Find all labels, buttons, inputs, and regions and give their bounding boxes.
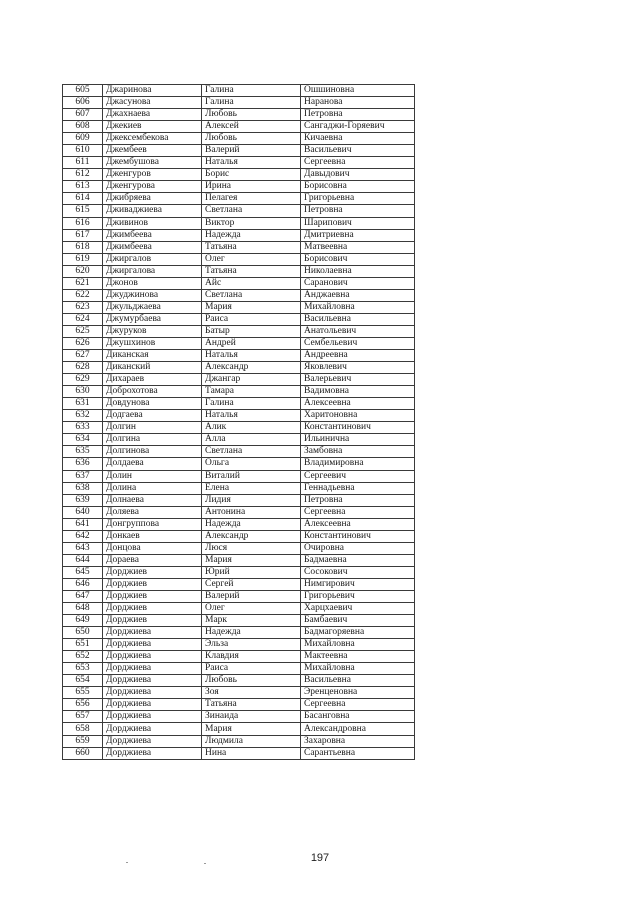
surname-cell: Джаринова: [103, 85, 202, 97]
surname-cell: Джахнаева: [103, 109, 202, 121]
row-number-cell: 657: [63, 711, 103, 723]
table-row: [63, 422, 415, 434]
surname-cell: Дорджиев: [103, 566, 202, 578]
table-row: [63, 157, 415, 169]
scan-speck: [204, 863, 206, 864]
surname-cell: Джуруков: [103, 325, 202, 337]
row-number-cell: 614: [63, 193, 103, 205]
table-row: [63, 193, 415, 205]
table-row: [63, 735, 415, 747]
patronymic-cell: Харцхаевич: [301, 603, 415, 615]
patronymic-cell: Сергеевна: [301, 699, 415, 711]
row-number-cell: 621: [63, 277, 103, 289]
surname-cell: Долнаева: [103, 494, 202, 506]
patronymic-cell: Анатольевич: [301, 325, 415, 337]
page-number: 197: [310, 852, 330, 864]
patronymic-cell: Константинович: [301, 422, 415, 434]
first-name-cell: Надежда: [202, 229, 301, 241]
table-row: [63, 554, 415, 566]
surname-cell: Дорджиев: [103, 578, 202, 590]
patronymic-cell: Бамбаевич: [301, 615, 415, 627]
table-row: [63, 301, 415, 313]
patronymic-cell: Васильевна: [301, 675, 415, 687]
surname-cell: Дорджиева: [103, 675, 202, 687]
row-number-cell: 625: [63, 325, 103, 337]
row-number-cell: 611: [63, 157, 103, 169]
row-number-cell: 626: [63, 337, 103, 349]
table-row: [63, 747, 415, 759]
table-row: [63, 578, 415, 590]
table-row: [63, 566, 415, 578]
row-number-cell: 633: [63, 422, 103, 434]
table-row: [63, 434, 415, 446]
surname-cell: Джушхинов: [103, 337, 202, 349]
row-number-cell: 642: [63, 530, 103, 542]
first-name-cell: Галина: [202, 97, 301, 109]
surname-cell: Донгруппова: [103, 518, 202, 530]
table-row: [63, 711, 415, 723]
row-number-cell: 646: [63, 578, 103, 590]
first-name-cell: Лидия: [202, 494, 301, 506]
row-number-cell: 620: [63, 265, 103, 277]
surname-cell: Джиргалов: [103, 253, 202, 265]
row-number-cell: 656: [63, 699, 103, 711]
row-number-cell: 634: [63, 434, 103, 446]
patronymic-cell: Сергеевна: [301, 157, 415, 169]
row-number-cell: 622: [63, 289, 103, 301]
first-name-cell: Батыр: [202, 325, 301, 337]
patronymic-cell: Вадимовна: [301, 386, 415, 398]
patronymic-cell: Кичаевна: [301, 133, 415, 145]
table-row: [63, 374, 415, 386]
names-table-body: [63, 85, 415, 760]
row-number-cell: 654: [63, 675, 103, 687]
first-name-cell: Елена: [202, 482, 301, 494]
row-number-cell: 616: [63, 217, 103, 229]
table-row: [63, 289, 415, 301]
surname-cell: Джонов: [103, 277, 202, 289]
patronymic-cell: Алексеевна: [301, 398, 415, 410]
row-number-cell: 649: [63, 615, 103, 627]
row-number-cell: 627: [63, 350, 103, 362]
patronymic-cell: Сангаджи-Горяевич: [301, 121, 415, 133]
row-number-cell: 636: [63, 458, 103, 470]
patronymic-cell: Сергеевна: [301, 506, 415, 518]
patronymic-cell: Сембельевич: [301, 337, 415, 349]
first-name-cell: Антонина: [202, 506, 301, 518]
first-name-cell: Наталья: [202, 410, 301, 422]
row-number-cell: 609: [63, 133, 103, 145]
table-row: [63, 542, 415, 554]
first-name-cell: Надежда: [202, 518, 301, 530]
first-name-cell: Любовь: [202, 675, 301, 687]
row-number-cell: 637: [63, 470, 103, 482]
row-number-cell: 630: [63, 386, 103, 398]
patronymic-cell: Анджаевна: [301, 289, 415, 301]
row-number-cell: 648: [63, 603, 103, 615]
first-name-cell: Наталья: [202, 157, 301, 169]
patronymic-cell: Васильевич: [301, 145, 415, 157]
surname-cell: Дорджиева: [103, 747, 202, 759]
table-row: [63, 229, 415, 241]
row-number-cell: 605: [63, 85, 103, 97]
table-row: [63, 97, 415, 109]
surname-cell: Долдаева: [103, 458, 202, 470]
patronymic-cell: Петровна: [301, 494, 415, 506]
first-name-cell: Валерий: [202, 145, 301, 157]
row-number-cell: 638: [63, 482, 103, 494]
table-row: [63, 169, 415, 181]
row-number-cell: 651: [63, 639, 103, 651]
row-number-cell: 660: [63, 747, 103, 759]
row-number-cell: 647: [63, 590, 103, 602]
first-name-cell: Алла: [202, 434, 301, 446]
patronymic-cell: Сергеевич: [301, 470, 415, 482]
first-name-cell: Татьяна: [202, 241, 301, 253]
surname-cell: Дживинов: [103, 217, 202, 229]
patronymic-cell: Давыдович: [301, 169, 415, 181]
first-name-cell: Нина: [202, 747, 301, 759]
first-name-cell: Зоя: [202, 687, 301, 699]
patronymic-cell: Николаевна: [301, 265, 415, 277]
patronymic-cell: Бадмаевна: [301, 554, 415, 566]
table-row: [63, 723, 415, 735]
patronymic-cell: Мактеевна: [301, 651, 415, 663]
patronymic-cell: Геннадьевна: [301, 482, 415, 494]
table-row: [63, 699, 415, 711]
first-name-cell: Марк: [202, 615, 301, 627]
surname-cell: Дживаджиева: [103, 205, 202, 217]
patronymic-cell: Валерьевич: [301, 374, 415, 386]
first-name-cell: Галина: [202, 85, 301, 97]
row-number-cell: 659: [63, 735, 103, 747]
table-row: [63, 494, 415, 506]
patronymic-cell: Петровна: [301, 109, 415, 121]
row-number-cell: 632: [63, 410, 103, 422]
row-number-cell: 658: [63, 723, 103, 735]
surname-cell: Джимбеева: [103, 241, 202, 253]
first-name-cell: Мария: [202, 554, 301, 566]
surname-cell: Дорджиева: [103, 651, 202, 663]
surname-cell: Джимбеева: [103, 229, 202, 241]
first-name-cell: Александр: [202, 362, 301, 374]
row-number-cell: 631: [63, 398, 103, 410]
surname-cell: Диканская: [103, 350, 202, 362]
surname-cell: Дорджиева: [103, 687, 202, 699]
first-name-cell: Светлана: [202, 446, 301, 458]
table-row: [63, 470, 415, 482]
patronymic-cell: Петровна: [301, 205, 415, 217]
table-row: [63, 85, 415, 97]
first-name-cell: Айс: [202, 277, 301, 289]
first-name-cell: Мария: [202, 723, 301, 735]
surname-cell: Дихараев: [103, 374, 202, 386]
first-name-cell: Светлана: [202, 205, 301, 217]
surname-cell: Доброхотова: [103, 386, 202, 398]
patronymic-cell: Сосокович: [301, 566, 415, 578]
row-number-cell: 643: [63, 542, 103, 554]
first-name-cell: Юрий: [202, 566, 301, 578]
patronymic-cell: Михайловна: [301, 663, 415, 675]
table-row: [63, 205, 415, 217]
patronymic-cell: Матвеевна: [301, 241, 415, 253]
table-row: [63, 639, 415, 651]
table-row: [63, 217, 415, 229]
table-row: [63, 253, 415, 265]
table-row: [63, 458, 415, 470]
patronymic-cell: Михайловна: [301, 301, 415, 313]
table-row: [63, 350, 415, 362]
table-row: [63, 615, 415, 627]
patronymic-cell: Андреевна: [301, 350, 415, 362]
table-row: [63, 121, 415, 133]
first-name-cell: Эльза: [202, 639, 301, 651]
row-number-cell: 617: [63, 229, 103, 241]
surname-cell: Дорджиева: [103, 711, 202, 723]
surname-cell: Джембеев: [103, 145, 202, 157]
patronymic-cell: Дмитриевна: [301, 229, 415, 241]
surname-cell: Довдунова: [103, 398, 202, 410]
first-name-cell: Татьяна: [202, 265, 301, 277]
patronymic-cell: Александровна: [301, 723, 415, 735]
patronymic-cell: Наранова: [301, 97, 415, 109]
patronymic-cell: Нимгирович: [301, 578, 415, 590]
row-number-cell: 607: [63, 109, 103, 121]
table-row: [63, 325, 415, 337]
row-number-cell: 624: [63, 313, 103, 325]
surname-cell: Долгина: [103, 434, 202, 446]
surname-cell: Дорджиева: [103, 663, 202, 675]
row-number-cell: 612: [63, 169, 103, 181]
patronymic-cell: Григорьевич: [301, 590, 415, 602]
patronymic-cell: Замбовна: [301, 446, 415, 458]
patronymic-cell: Саранович: [301, 277, 415, 289]
table-row: [63, 675, 415, 687]
table-row: [63, 530, 415, 542]
scan-speck: [126, 862, 128, 863]
first-name-cell: Раиса: [202, 313, 301, 325]
first-name-cell: Зинаида: [202, 711, 301, 723]
row-number-cell: 635: [63, 446, 103, 458]
first-name-cell: Олег: [202, 253, 301, 265]
surname-cell: Долина: [103, 482, 202, 494]
table-row: [63, 603, 415, 615]
first-name-cell: Надежда: [202, 627, 301, 639]
table-row: [63, 133, 415, 145]
row-number-cell: 619: [63, 253, 103, 265]
table-row: [63, 482, 415, 494]
table-row: [63, 277, 415, 289]
patronymic-cell: Бадмагоряевна: [301, 627, 415, 639]
table-row: [63, 590, 415, 602]
row-number-cell: 639: [63, 494, 103, 506]
surname-cell: Долин: [103, 470, 202, 482]
first-name-cell: Любовь: [202, 133, 301, 145]
surname-cell: Дженгуров: [103, 169, 202, 181]
patronymic-cell: Басанговна: [301, 711, 415, 723]
first-name-cell: Раиса: [202, 663, 301, 675]
patronymic-cell: Сарантьевна: [301, 747, 415, 759]
surname-cell: Додгаева: [103, 410, 202, 422]
table-row: [63, 506, 415, 518]
table-row: [63, 446, 415, 458]
first-name-cell: Виктор: [202, 217, 301, 229]
table-row: [63, 181, 415, 193]
first-name-cell: Пелагея: [202, 193, 301, 205]
first-name-cell: Людмила: [202, 735, 301, 747]
surname-cell: Дораева: [103, 554, 202, 566]
first-name-cell: Наталья: [202, 350, 301, 362]
surname-cell: Джекиев: [103, 121, 202, 133]
surname-cell: Дорджиева: [103, 723, 202, 735]
table-row: [63, 145, 415, 157]
row-number-cell: 615: [63, 205, 103, 217]
table-row: [63, 362, 415, 374]
row-number-cell: 610: [63, 145, 103, 157]
surname-cell: Дорджиев: [103, 615, 202, 627]
first-name-cell: Светлана: [202, 289, 301, 301]
patronymic-cell: Владимировна: [301, 458, 415, 470]
table-row: [63, 663, 415, 675]
first-name-cell: Борис: [202, 169, 301, 181]
patronymic-cell: Михайловна: [301, 639, 415, 651]
row-number-cell: 645: [63, 566, 103, 578]
surname-cell: Доляева: [103, 506, 202, 518]
table-row: [63, 410, 415, 422]
surname-cell: Дорджиева: [103, 735, 202, 747]
patronymic-cell: Григорьевна: [301, 193, 415, 205]
table-row: [63, 337, 415, 349]
surname-cell: Дженгурова: [103, 181, 202, 193]
table-row: [63, 109, 415, 121]
surname-cell: Дорджиева: [103, 627, 202, 639]
first-name-cell: Клавдия: [202, 651, 301, 663]
patronymic-cell: Ошшиновна: [301, 85, 415, 97]
first-name-cell: Александр: [202, 530, 301, 542]
first-name-cell: Валерий: [202, 590, 301, 602]
patronymic-cell: Шарипович: [301, 217, 415, 229]
row-number-cell: 606: [63, 97, 103, 109]
first-name-cell: Андрей: [202, 337, 301, 349]
surname-cell: Джульджаева: [103, 301, 202, 313]
table-row: [63, 386, 415, 398]
row-number-cell: 628: [63, 362, 103, 374]
patronymic-cell: Захаровна: [301, 735, 415, 747]
table-row: [63, 265, 415, 277]
surname-cell: Долгин: [103, 422, 202, 434]
first-name-cell: Мария: [202, 301, 301, 313]
row-number-cell: 641: [63, 518, 103, 530]
row-number-cell: 653: [63, 663, 103, 675]
surname-cell: Джексембекова: [103, 133, 202, 145]
first-name-cell: Алик: [202, 422, 301, 434]
row-number-cell: 652: [63, 651, 103, 663]
surname-cell: Дорджиева: [103, 639, 202, 651]
patronymic-cell: Харитоновна: [301, 410, 415, 422]
surname-cell: Долгинова: [103, 446, 202, 458]
table-row: [63, 651, 415, 663]
table-row: [63, 627, 415, 639]
surname-cell: Джасунова: [103, 97, 202, 109]
table-row: [63, 398, 415, 410]
patronymic-cell: Ильинична: [301, 434, 415, 446]
patronymic-cell: Константинович: [301, 530, 415, 542]
first-name-cell: Виталий: [202, 470, 301, 482]
table-row: [63, 518, 415, 530]
row-number-cell: 618: [63, 241, 103, 253]
patronymic-cell: Эренценовна: [301, 687, 415, 699]
first-name-cell: Сергей: [202, 578, 301, 590]
first-name-cell: Люся: [202, 542, 301, 554]
row-number-cell: 650: [63, 627, 103, 639]
first-name-cell: Олег: [202, 603, 301, 615]
first-name-cell: Татьяна: [202, 699, 301, 711]
patronymic-cell: Васильевна: [301, 313, 415, 325]
surname-cell: Донцова: [103, 542, 202, 554]
row-number-cell: 644: [63, 554, 103, 566]
surname-cell: Джумурбаева: [103, 313, 202, 325]
first-name-cell: Ольга: [202, 458, 301, 470]
row-number-cell: 655: [63, 687, 103, 699]
first-name-cell: Галина: [202, 398, 301, 410]
surname-cell: Дорджиева: [103, 699, 202, 711]
surname-cell: Джибряева: [103, 193, 202, 205]
first-name-cell: Любовь: [202, 109, 301, 121]
surname-cell: Джуджинова: [103, 289, 202, 301]
surname-cell: Донкаев: [103, 530, 202, 542]
first-name-cell: Алексей: [202, 121, 301, 133]
patronymic-cell: Борисович: [301, 253, 415, 265]
row-number-cell: 608: [63, 121, 103, 133]
table-row: [63, 313, 415, 325]
patronymic-cell: Яковлевич: [301, 362, 415, 374]
surname-cell: Дорджиев: [103, 590, 202, 602]
patronymic-cell: Борисовна: [301, 181, 415, 193]
row-number-cell: 613: [63, 181, 103, 193]
surname-cell: Диканский: [103, 362, 202, 374]
surname-cell: Дорджиев: [103, 603, 202, 615]
names-table: [62, 84, 415, 760]
first-name-cell: Ирина: [202, 181, 301, 193]
first-name-cell: Тамара: [202, 386, 301, 398]
first-name-cell: Джангар: [202, 374, 301, 386]
row-number-cell: 629: [63, 374, 103, 386]
table-row: [63, 687, 415, 699]
row-number-cell: 640: [63, 506, 103, 518]
patronymic-cell: Очировна: [301, 542, 415, 554]
surname-cell: Джиргалова: [103, 265, 202, 277]
surname-cell: Джембушова: [103, 157, 202, 169]
patronymic-cell: Алексеевна: [301, 518, 415, 530]
table-row: [63, 241, 415, 253]
row-number-cell: 623: [63, 301, 103, 313]
